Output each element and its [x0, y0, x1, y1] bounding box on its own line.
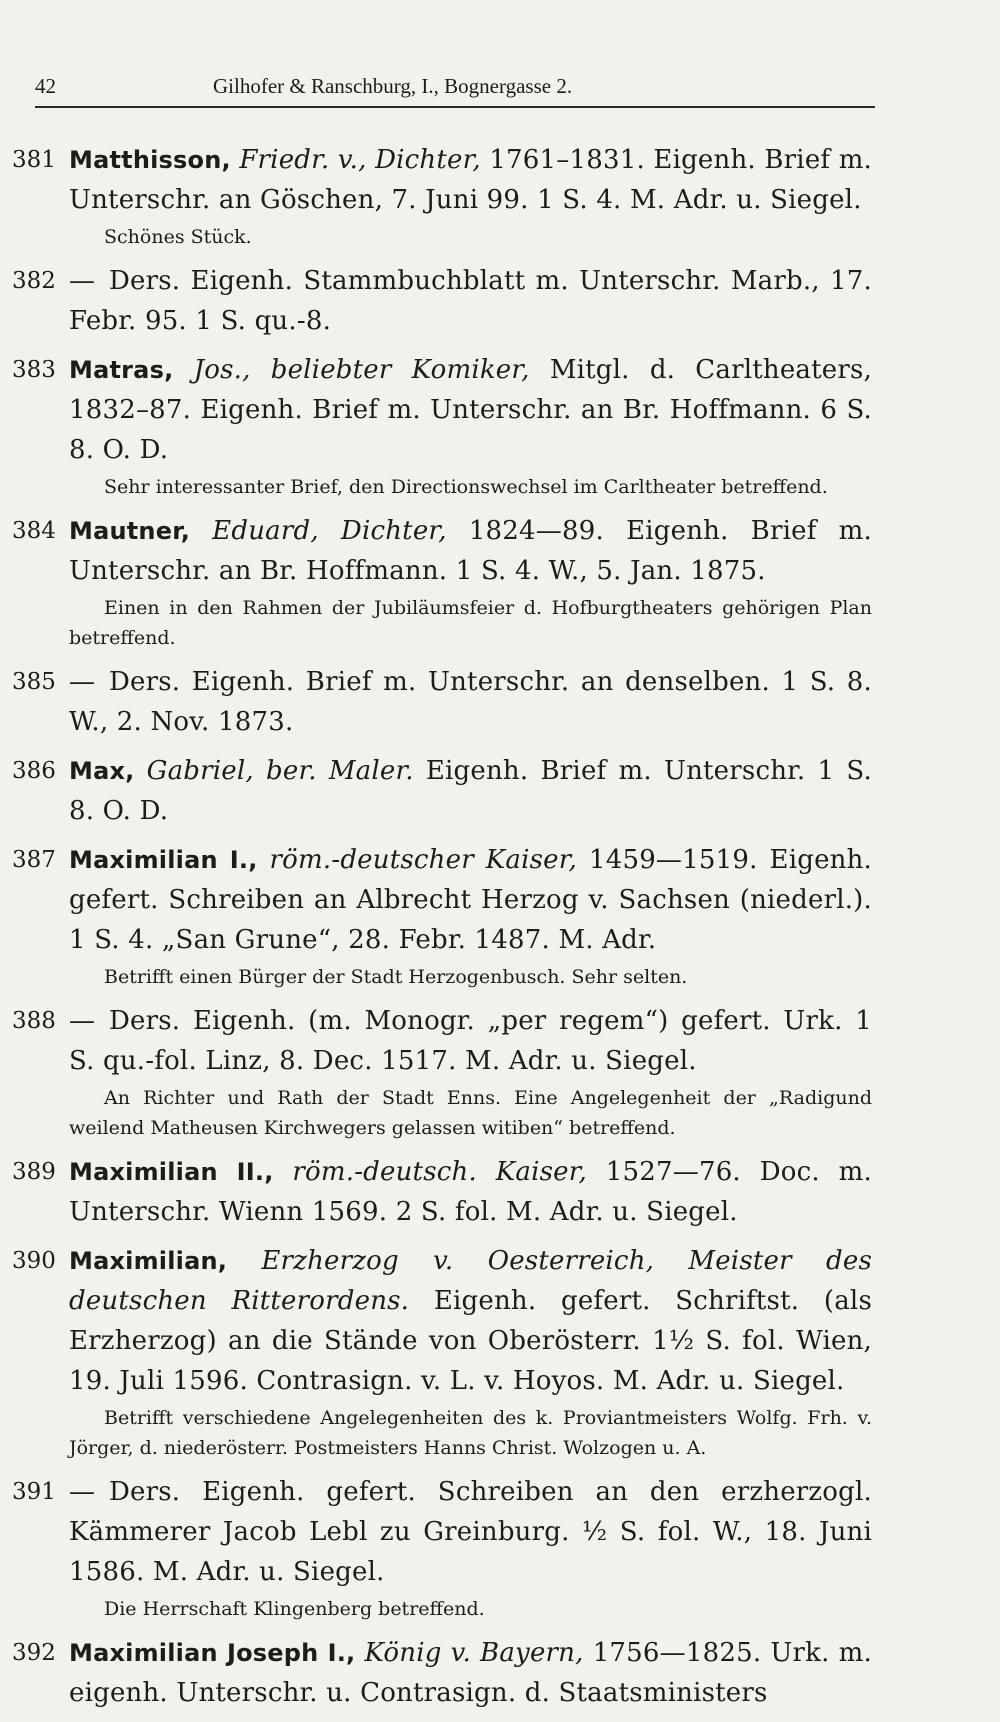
entry-description: Ders. Eigenh. gefert. Schreiben an den erzherzogl. Kämmerer Jacob Lebl zu Greinburg. ½ S. fol. W., 18. Juni 1586. M. Adr. u. Siegel. — [69, 1477, 872, 1587]
entry-description: Eigenh. gefert. Schriftst. (als Erzherzog) an die Stände von Oberösterr. 1½ S. fol. Wien, 19. Juli 1596. Contrasign. v. L. v. Hoyos. M. Adr. u. Siegel. — [69, 1286, 872, 1396]
catalog-entry — [12, 511, 872, 653]
entry-description: Ders. Eigenh. (m. Monogr. „per regem“) gefert. Urk. 1 S. qu.-fol. Linz, 8. Dec. 1517. M. Adr. u. Siegel. — [69, 1006, 872, 1076]
entry-role: Gabriel, ber. Maler. — [146, 756, 414, 786]
entry-number: 387 — [12, 847, 56, 873]
entry-role: Eduard, Dichter, — [212, 516, 447, 546]
entry-number: 385 — [12, 669, 56, 695]
entry-description: 1761–1831. Eigenh. Brief m. Unterschr. an Göschen, 7. Juni 99. 1 S. 4. M. Adr. u. Siegel. — [69, 145, 873, 215]
ditto-dash: — — [69, 266, 96, 296]
entry-note: Betrifft verschiedene Angelegenheiten des k. Proviantmeisters Wolfg. Frh. v. Jörger, d. niederösterr. Postmeisters Hanns Christ. Wolzogen u. A. — [69, 1407, 872, 1459]
entry-number: 392 — [12, 1640, 56, 1666]
page-number: 42 — [35, 74, 56, 98]
entry-role: röm.-deutscher Kaiser, — [269, 845, 577, 875]
entry-number: 386 — [12, 758, 56, 784]
entry-role: Jos., beliebter Komiker, — [193, 355, 530, 385]
entry-note: Einen in den Rahmen der Jubiläumsfeier d. Hofburgtheaters gehörigen Plan betreffend. — [69, 597, 872, 649]
entry-description: 1527—76. Doc. m. Unterschr. Wienn 1569. 2 S. fol. M. Adr. u. Siegel. — [69, 1157, 872, 1227]
entry-note: Sehr interessanter Brief, den Directionswechsel im Carltheater betreffend. — [104, 476, 828, 498]
entry-description: 1756—1825. Urk. m. eigenh. Unterschr. u. Contrasign. d. Staatsministers — [69, 1638, 872, 1708]
catalog-entry — [12, 840, 872, 992]
catalog-entry — [12, 261, 872, 341]
entry-name: Max, — [69, 757, 135, 785]
entry-name: Maximilian Joseph I., — [69, 1639, 356, 1667]
header-rule — [35, 106, 875, 108]
entry-role: Erzherzog v. Oesterreich, Meister des deutschen Ritterordens. — [69, 1246, 872, 1316]
entry-note: Schönes Stück. — [104, 226, 252, 248]
entry-number: 389 — [12, 1159, 56, 1185]
entry-description: Ders. Eigenh. Brief m. Unterschr. an denselben. 1 S. 8. W., 2. Nov. 1873. — [69, 667, 872, 737]
catalog-entry — [12, 1152, 872, 1232]
header-title: Gilhofer & Ranschburg, I., Bognergasse 2. — [213, 74, 573, 98]
catalog-entry — [12, 1472, 872, 1624]
entry-role: röm.-deutsch. Kaiser, — [292, 1157, 587, 1187]
catalog-entry — [12, 140, 872, 252]
entry-number: 382 — [12, 268, 56, 294]
catalog-entry — [12, 350, 872, 502]
entry-note: Betrifft einen Bürger der Stadt Herzogenbusch. Sehr selten. — [104, 966, 688, 988]
entry-note: An Richter und Rath der Stadt Enns. Eine Angelegenheit der „Radigund weilend Matheusen Kirchwegers gelassen witiben“ betreffend. — [69, 1087, 872, 1139]
entry-name: Matras, — [69, 356, 174, 384]
entry-number: 383 — [12, 357, 56, 383]
ditto-dash: — — [69, 667, 96, 697]
entry-description: Ders. Eigenh. Stammbuchblatt m. Unterschr. Marb., 17. Febr. 95. 1 S. qu.-8. — [69, 266, 872, 336]
entry-number: 388 — [12, 1008, 56, 1034]
entry-name: Maximilian I., — [69, 846, 258, 874]
entry-role: Friedr. v., Dichter, — [239, 145, 481, 175]
ditto-dash: — — [69, 1477, 96, 1507]
catalog-entry — [12, 751, 872, 831]
entry-number: 381 — [12, 147, 56, 173]
entry-name: Maximilian, — [69, 1247, 228, 1275]
entry-number: 390 — [12, 1248, 56, 1274]
catalog-entry — [12, 1633, 872, 1713]
entry-role: König v. Bayern, — [364, 1638, 584, 1668]
catalog-entry — [12, 662, 872, 742]
entry-description: 1824—89. Eigenh. Brief m. Unterschr. an Br. Hoffmann. 1 S. 4. W., 5. Jan. 1875. — [69, 516, 873, 586]
entry-description: 1459—1519. Eigenh. gefert. Schreiben an Albrecht Herzog v. Sachsen (niederl.). 1 S. 4. „San Grune“, 28. Febr. 1487. M. Adr. — [69, 845, 873, 955]
entry-description: Eigenh. Brief m. Unterschr. 1 S. 8. O. D. — [69, 756, 872, 826]
entry-name: Matthisson, — [69, 146, 231, 174]
entry-note: Die Herrschaft Klingenberg betreffend. — [104, 1598, 485, 1620]
ditto-dash: — — [69, 1006, 96, 1036]
catalog-entry — [12, 1001, 872, 1143]
entry-number: 391 — [12, 1479, 56, 1505]
entry-list — [12, 140, 872, 1722]
entry-number: 384 — [12, 518, 56, 544]
catalog-entry — [12, 1241, 872, 1463]
entry-description: Mitgl. d. Carltheaters, 1832–87. Eigenh. Brief m. Unterschr. an Br. Hoffmann. 6 S. 8. O. D. — [69, 355, 873, 465]
entry-name: Mautner, — [69, 517, 191, 545]
entry-name: Maximilian II., — [69, 1158, 274, 1186]
